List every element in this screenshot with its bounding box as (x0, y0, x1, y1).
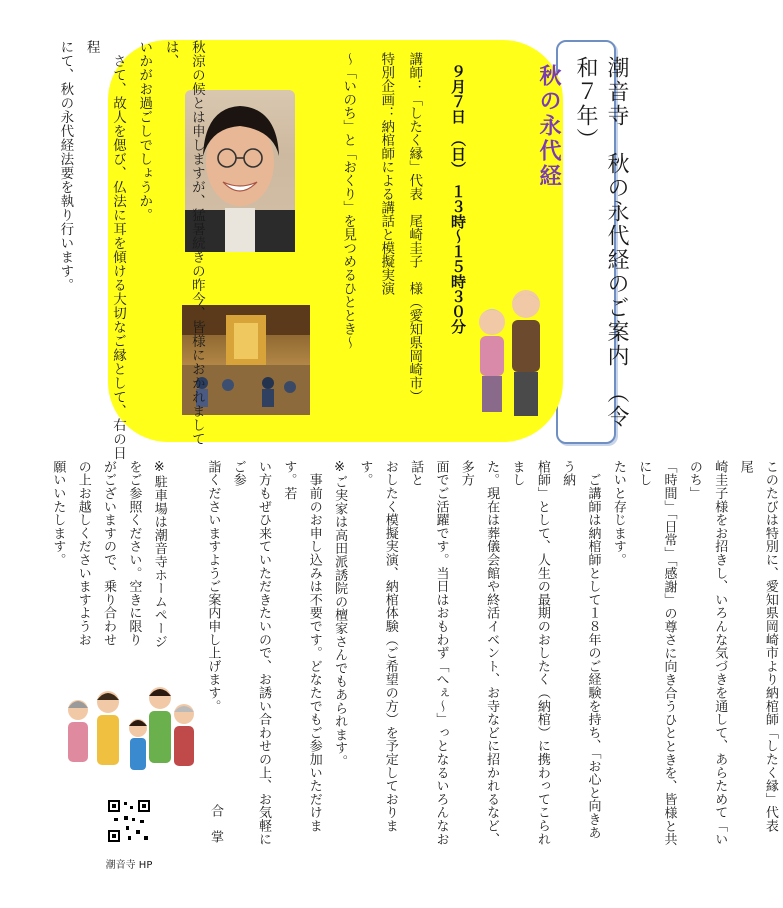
event-speaker: 講師：「したく縁」代表 尾崎圭子 様（愛知県岡崎市） (406, 52, 423, 403)
parking-line: の上お越しくださいますようお (75, 460, 91, 647)
intro-line: 秋涼の候とは申しますが、猛暑続きの昨今、皆様におかれましては、 (162, 40, 205, 446)
closing-gassho: 合 掌 (208, 804, 223, 843)
qr-code[interactable] (106, 798, 152, 844)
event-special: 特別企画：納棺師による講話と模擬実演 (378, 52, 395, 295)
intro-line: いかがお過ごしでしょうか。 (136, 40, 153, 222)
body-line: 詣くださいますようご案内申し上げます。 (205, 460, 221, 713)
body-line: 「時間」「日常」「感謝」の尊さに向き合うひとときを、皆様と共にし (636, 460, 677, 846)
body-line: ご講師は納棺師として１８年のご経験を持ち、「お心と向きあう納 (560, 460, 601, 840)
body-note: ※ご実家は高田派誘院の檀家さんでもあられます。 (332, 460, 348, 768)
body-line: 崎圭子様をお招きし、いろんな気づきを通して、あらためて「いのち」 (686, 460, 728, 846)
parking-line: をご参照ください。空きに限り (126, 460, 142, 647)
intro-line: さて、故人を偲び、仏法に耳を傾ける大切なご縁として、右の日程 (83, 40, 126, 460)
body-line: 面でご活躍です。当日はおもわず「へぇ～」っとなるいろんなお話と (408, 460, 449, 846)
body-line: い方もぜひ来ていただきたいので、お誘い合わせの上、お気軽にご参 (230, 460, 272, 846)
intro-line: にて、秋の永代経法要を執り行います。 (57, 40, 74, 292)
intro-text (52, 40, 210, 460)
family-illustration (60, 680, 200, 785)
event-date: ９月７日 （日） １３時～１５時３０分 (449, 64, 467, 334)
event-theme: ～「いのち」と「おくり」を見つめるひととき～ (340, 52, 357, 349)
body-line: このたびは特別に、愛知県岡崎市より納棺師「したく縁」代表 尾 (737, 460, 778, 846)
parking-line: 願いいたします。 (50, 460, 66, 567)
parking-line: がございますので、乗り合わせ (101, 460, 117, 647)
body-text (200, 460, 783, 850)
parking-note (45, 460, 172, 690)
parking-line: ※駐車場は潮音寺ホームページ (151, 460, 167, 649)
elderly-couple-illustration (470, 282, 550, 422)
page-title: 潮音寺 秋の永代経のご案内 （令和７年） (573, 56, 629, 429)
body-line: 事前のお申し込みは不要です。どなたでもご参加いただけます。若 (281, 460, 322, 833)
body-line: 棺師」として、人生の最期のおしたく（納棺）に携わってこられまし (509, 460, 550, 846)
body-line: た。現在は葬儀会館や終活イベント、お寺などに招かれるなど、多方 (458, 460, 500, 846)
body-line: たいと存じます。 (610, 460, 626, 567)
body-line: おしたく模擬実演、納棺体験（ご希望の方）を予定しております。 (357, 460, 398, 833)
event-title: 秋の永代経 (536, 64, 561, 189)
title-box (556, 40, 629, 444)
qr-label: 潮音寺 HP (105, 860, 153, 871)
